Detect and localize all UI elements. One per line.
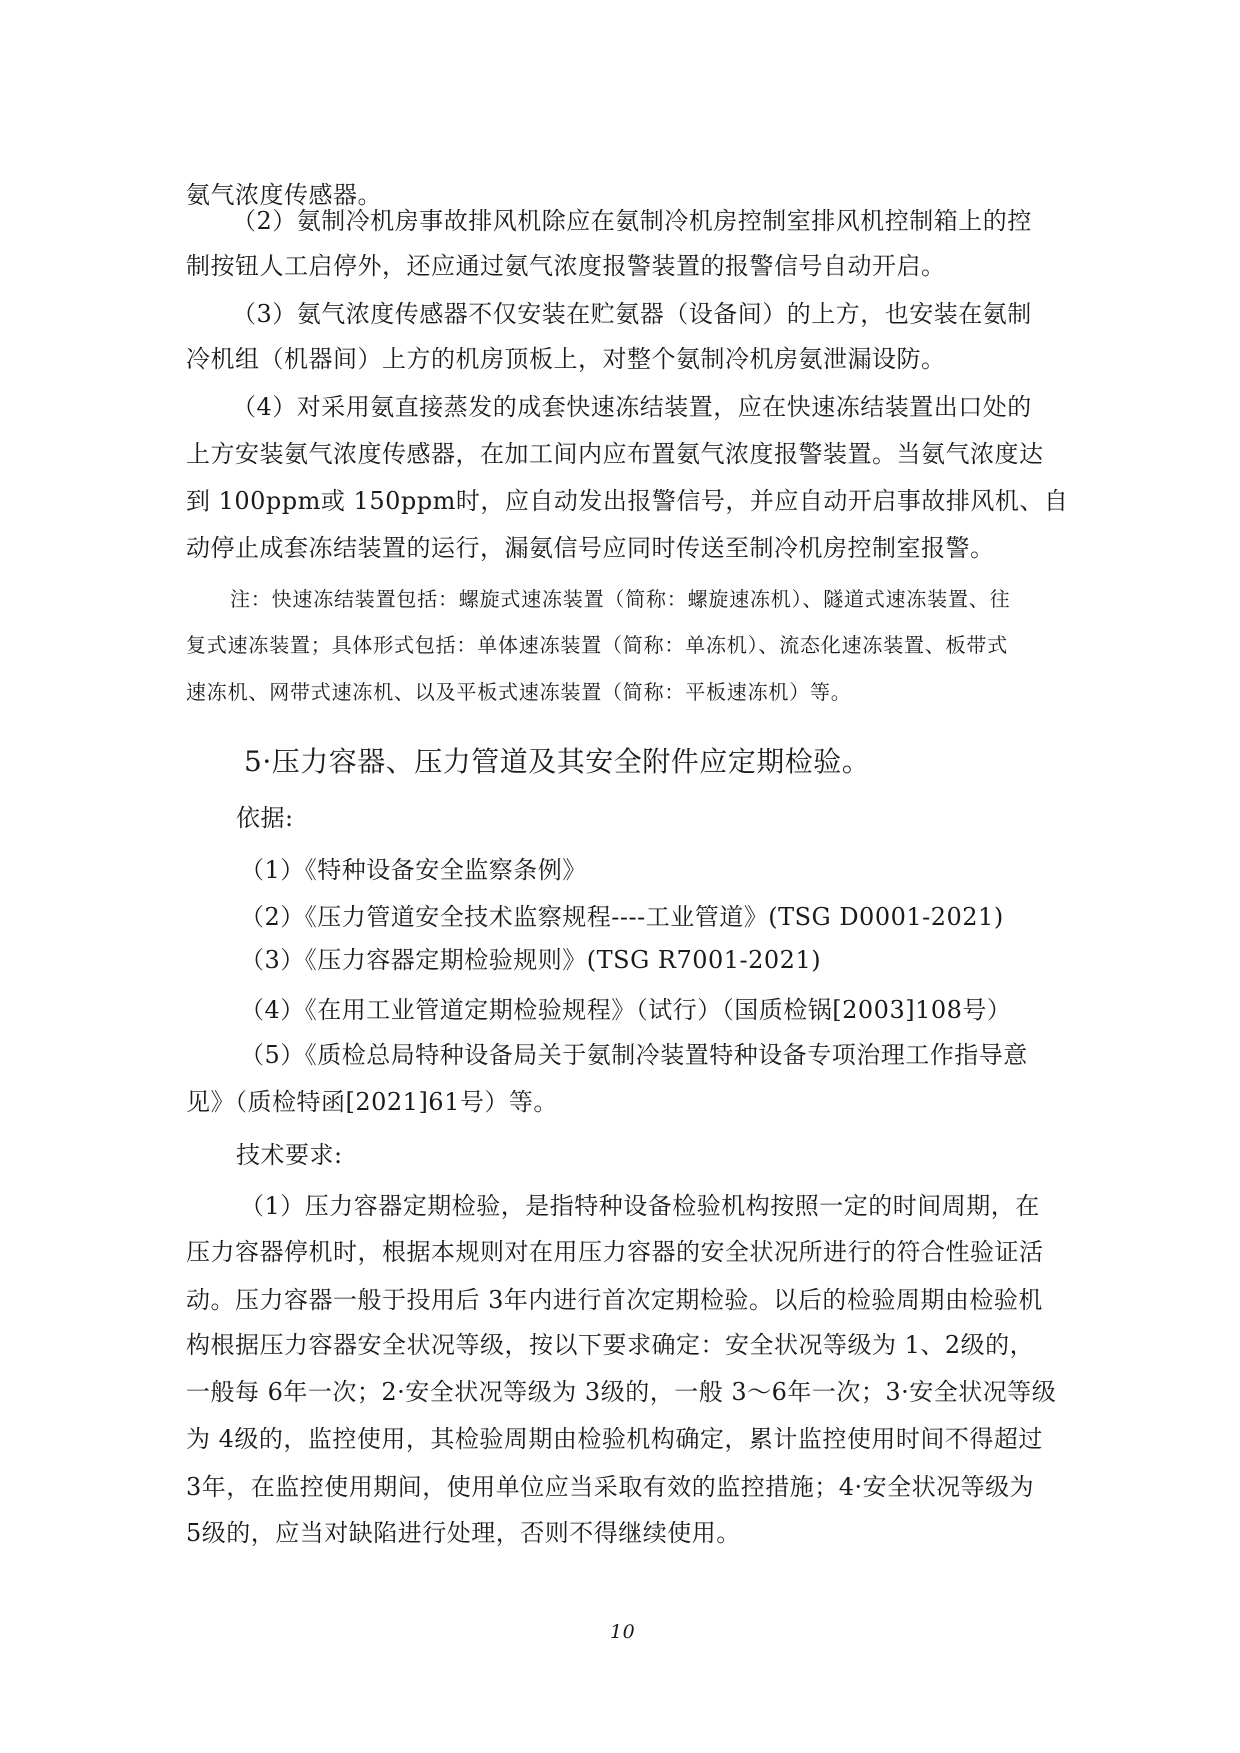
text-line: （2）氨制冷机房事故排风机除应在氨制冷机房控制室排风机控制箱上的控 — [232, 207, 1032, 235]
text-line: 冷机组（机器间）上方的机房顶板上，对整个氨制冷机房氨泄漏设防。 — [186, 345, 946, 373]
text-line: 压力容器停机时，根据本规则对在用压力容器的安全状况所进行的符合性验证活 — [186, 1238, 1044, 1266]
reference-item: （4）《在用工业管道定期检验规程》（试行）（国质检锅[2003]108号） — [240, 996, 1012, 1024]
text-line: 依据: — [236, 804, 294, 832]
reference-item: （3）《压力容器定期检验规则》(TSG R7001-2021) — [240, 946, 822, 974]
text-line: 到 100ppm或 150ppm时，应自动发出报警信号，并应自动开启事故排风机、自 — [186, 487, 1069, 515]
text-line: 上方安装氨气浓度传感器，在加工间内应布置氨气浓度报警装置。当氨气浓度达 — [186, 440, 1044, 468]
text-line: 一般每 6年一次；2·安全状况等级为 3级的，一般 3～6年一次；3·安全状况等级 — [186, 1378, 1057, 1406]
reference-item: （5）《质检总局特种设备局关于氨制冷装置特种设备专项治理工作指导意 — [240, 1041, 1028, 1069]
text-line: 构根据压力容器安全状况等级，按以下要求确定：安全状况等级为 1、2级的， — [186, 1331, 1035, 1359]
note-line: 速冻机、网带式速冻机、以及平板式速冻装置（简称：平板速冻机）等。 — [186, 680, 852, 704]
text-line: 3年，在监控使用期间，使用单位应当采取有效的监控措施；4·安全状况等级为 — [186, 1473, 1035, 1501]
text-line: （3）氨气浓度传感器不仅安装在贮氨器（设备间）的上方，也安装在氨制 — [232, 300, 1032, 328]
text-line: 制按钮人工启停外，还应通过氨气浓度报警装置的报警信号自动开启。 — [186, 252, 946, 280]
reference-item: 见》（质检特函[2021]61号）等。 — [186, 1088, 558, 1116]
text-line: 动停止成套冻结装置的运行，漏氨信号应同时传送至制冷机房控制室报警。 — [186, 534, 995, 562]
reference-item: （1）《特种设备安全监察条例》 — [240, 856, 587, 884]
text-line: （4）对采用氨直接蒸发的成套快速冻结装置，应在快速冻结装置出口处的 — [232, 393, 1032, 421]
page-number: 10 — [610, 1621, 636, 1643]
text-line: 技术要求: — [236, 1141, 343, 1169]
reference-item: （2）《压力管道安全技术监察规程----工业管道》(TSG D0001-2021) — [240, 903, 1004, 931]
text-line: 氨气浓度传感器。 — [186, 181, 382, 209]
section-heading: 5·压力容器、压力管道及其安全附件应定期检验。 — [244, 745, 871, 778]
text-line: 动。压力容器一般于投用后 3年内进行首次定期检验。以后的检验周期由检验机 — [186, 1286, 1043, 1314]
text-line: 为 4级的，监控使用，其检验周期由检验机构确定，累计监控使用时间不得超过 — [186, 1425, 1043, 1453]
note-line: 复式速冻装置；具体形式包括：单体速冻装置（简称：单冻机）、流态化速冻装置、板带式 — [186, 633, 1008, 657]
text-line: 5级的，应当对缺陷进行处理，否则不得继续使用。 — [186, 1519, 741, 1547]
text-line: （1）压力容器定期检验，是指特种设备检验机构按照一定的时间周期，在 — [240, 1192, 1040, 1220]
note-line: 注：快速冻结装置包括：螺旋式速冻装置（简称：螺旋速冻机）、隧道式速冻装置、往 — [230, 587, 1011, 611]
